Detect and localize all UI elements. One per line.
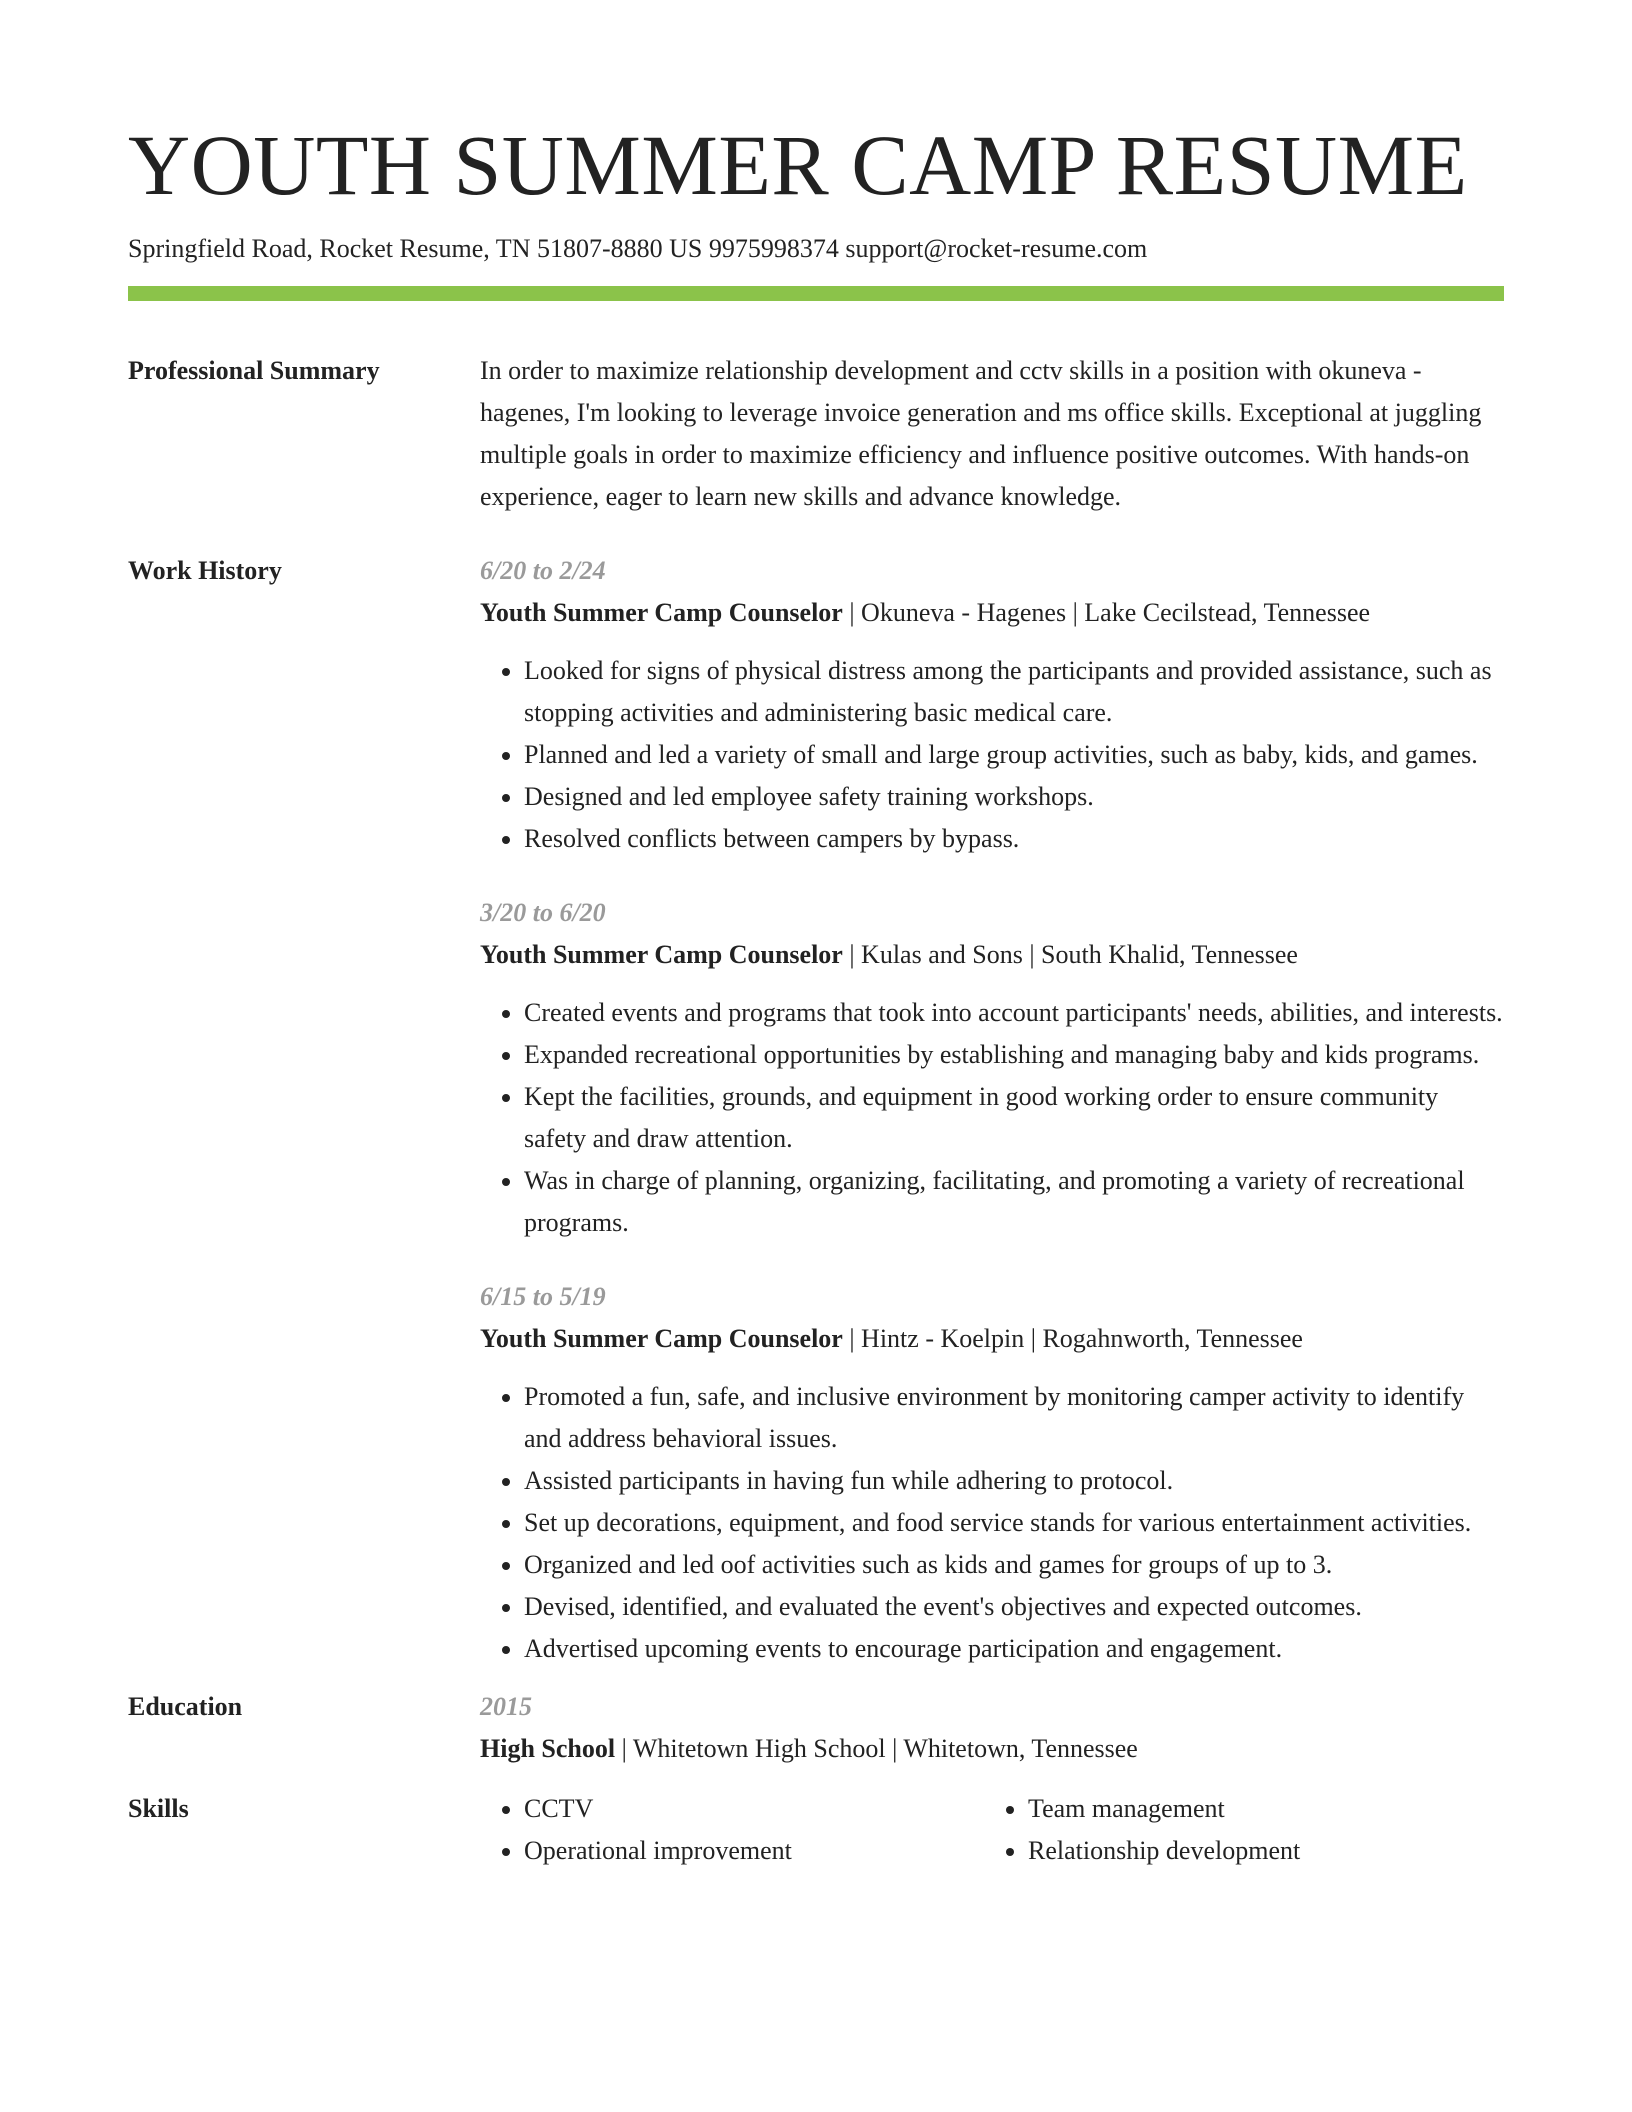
job-role-line xyxy=(480,934,1504,976)
education-line xyxy=(480,1728,1504,1770)
education-degree: High School xyxy=(480,1734,616,1763)
job-role: Youth Summer Camp Counselor xyxy=(480,1324,843,1353)
work-content xyxy=(480,550,1504,1686)
section-title-skills: Skills xyxy=(128,1794,189,1823)
job-dates: 6/20 to 2/24 xyxy=(480,556,606,585)
job-details: | Okuneva - Hagenes | Lake Cecilstead, Tennessee xyxy=(842,598,1371,627)
job-entry xyxy=(480,892,1504,1244)
job-entry xyxy=(480,550,1504,860)
contact-line xyxy=(128,234,1147,264)
job-role: Youth Summer Camp Counselor xyxy=(480,940,843,969)
job-dates: 3/20 to 6/20 xyxy=(480,898,606,927)
job-bullet: • Resolved conflicts between campers by bypass. xyxy=(524,818,1504,860)
job-bullet: • Planned and led a variety of small and large group activities, such as baby, kids, and games. xyxy=(524,734,1504,776)
skill-item: • Operational improvement xyxy=(524,1830,984,1872)
contact-email: support@rocket-resume.com xyxy=(845,234,1148,263)
skills-column-right xyxy=(984,1788,1488,1872)
contact-phone: 9975998374 xyxy=(708,234,839,263)
job-bullets xyxy=(480,992,1504,1244)
section-education xyxy=(128,1686,1504,1770)
job-dates: 6/15 to 5/19 xyxy=(480,1282,606,1311)
resume-body xyxy=(128,350,1504,1872)
job-role: Youth Summer Camp Counselor xyxy=(480,598,843,627)
resume-title: YOUTH SUMMER CAMP RESUME xyxy=(128,117,1468,213)
summary-text: In order to maximize relationship development and cctv skills in a position with okuneva - hagenes, I'm looking to leverage invoice generation and ms office skills. Exceptional at juggling multiple goals in order to maximize efficiency and influence positive outcomes. With hands-on experience, eager to learn new skills and advance knowledge. xyxy=(480,356,1482,511)
job-bullet: • Looked for signs of physical distress among the participants and provided assistance, such as stopping activities and administering basic medical care. xyxy=(524,650,1504,734)
skill-item: • Team management xyxy=(1028,1788,1488,1830)
job-bullet: • Assisted participants in having fun while adhering to protocol. xyxy=(524,1460,1504,1502)
skill-item: • CCTV xyxy=(524,1788,984,1830)
job-bullet: • Advertised upcoming events to encourage participation and engagement. xyxy=(524,1628,1504,1670)
education-year: 2015 xyxy=(480,1692,532,1721)
section-title-work: Work History xyxy=(128,556,282,585)
section-skills xyxy=(128,1788,1504,1872)
job-bullet: • Promoted a fun, safe, and inclusive environment by monitoring camper activity to identify and address behavioral issues. xyxy=(524,1376,1504,1460)
skills-content xyxy=(480,1788,1504,1872)
job-bullet: • Set up decorations, equipment, and food service stands for various entertainment activities. xyxy=(524,1502,1504,1544)
section-professional-summary xyxy=(128,350,1504,518)
contact-address: Springfield Road, Rocket Resume, TN 51807-8880 US xyxy=(128,234,703,263)
job-bullet: • Created events and programs that took into account participants' needs, abilities, and interests. xyxy=(524,992,1504,1034)
job-role-line xyxy=(480,1318,1504,1360)
job-entry xyxy=(480,1276,1504,1670)
job-bullets xyxy=(480,1376,1504,1670)
skills-column-left xyxy=(480,1788,984,1872)
job-details: | Kulas and Sons | South Khalid, Tennessee xyxy=(842,940,1298,969)
job-details: | Hintz - Koelpin | Rogahnworth, Tennessee xyxy=(842,1324,1303,1353)
job-bullet: • Kept the facilities, grounds, and equipment in good working order to ensure community safety and draw attention. xyxy=(524,1076,1504,1160)
job-bullet: • Designed and led employee safety training workshops. xyxy=(524,776,1504,818)
job-role-line xyxy=(480,592,1504,634)
job-bullet: • Was in charge of planning, organizing, facilitating, and promoting a variety of recreational programs. xyxy=(524,1160,1504,1244)
section-title-summary: Professional Summary xyxy=(128,356,380,385)
education-content xyxy=(480,1686,1504,1770)
section-title-education: Education xyxy=(128,1692,243,1721)
job-bullet: • Organized and led oof activities such as kids and games for groups of up to 3. xyxy=(524,1544,1504,1586)
header-divider xyxy=(128,286,1504,301)
summary-content xyxy=(480,350,1504,518)
job-bullets xyxy=(480,650,1504,860)
education-details: | Whitetown High School | Whitetown, Tennessee xyxy=(615,1734,1138,1763)
section-work-history xyxy=(128,550,1504,1686)
job-bullet: • Devised, identified, and evaluated the event's objectives and expected outcomes. xyxy=(524,1586,1504,1628)
skill-item: • Relationship development xyxy=(1028,1830,1488,1872)
job-bullet: • Expanded recreational opportunities by establishing and managing baby and kids programs. xyxy=(524,1034,1504,1076)
